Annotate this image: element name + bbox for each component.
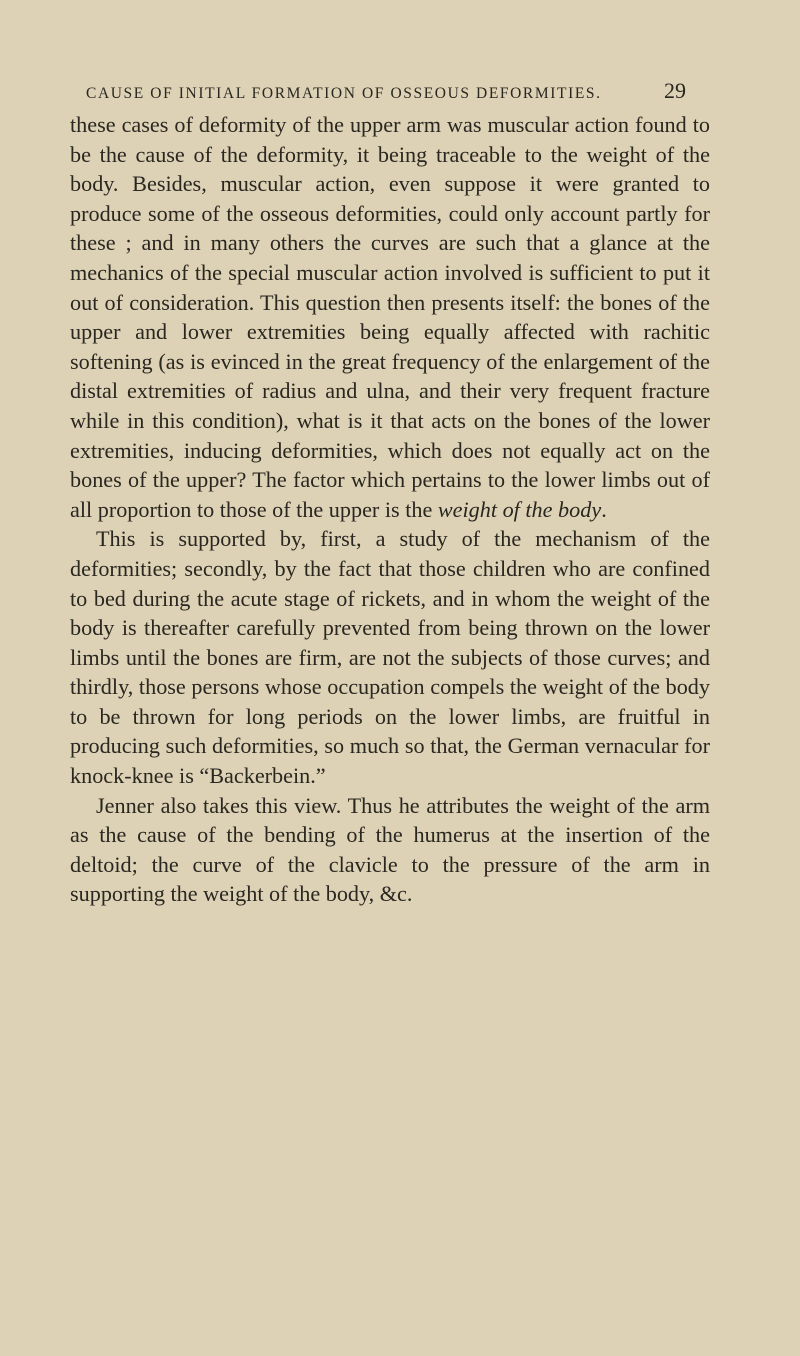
running-header [86,78,686,104]
paragraph-3: Jenner also takes this view. Thus he attributes the weight of the arm as the cause of the bending of the humerus at the insertion of the deltoid; the curve of the clavicle to the pressure of the arm in supporting the weight of the body, &c. [70,792,710,907]
paragraph-1-end: . [601,496,607,522]
paragraph-1-emphasis: weight of the body [437,496,602,522]
page-number: 29 [664,78,686,103]
body-text [70,110,710,909]
paragraph-1-text: these cases of deformity of the upper arm was muscular action found to be the cause of the deformity, it being traceable to the weight of the body. Besides, muscular action, even suppose it were granted to produce some of the osseous deformities, could only account partly for these ; and in many others the curves are such that a glance at the mechanics of the special muscular action involved is sufficient to put it out of consideration. This question then presents itself: the bones of the upper and lower extremities being equally affected with rachitic softening (as is evinced in the great frequency of the enlargement of the distal extremities of radius and ulna, and their very frequent fracture while in this condition), what is it that acts on the bones of the lower extremities, inducing deformities, which does not equally act on the bones of the upper? The factor which pertains to the lower limbs out of all proportion to those of the upper is the [70,112,710,522]
paragraph-2: This is supported by, first, a study of the mechanism of the deformities; secondly, by the fact that those children who are confined to bed during the acute stage of rickets, and in whom the weight of the body is thereafter carefully prevented from being thrown on the lower limbs until the bones are firm, are not the subjects of those curves; and thirdly, those persons whose occupation compels the weight of the body to be thrown for long periods on the lower limbs, are fruitful in producing such deformities, so much so that, the German vernacular for knock-knee is “Backerbein.” [70,526,710,789]
running-title: CAUSE OF INITIAL FORMATION OF OSSEOUS DEFORMITIES. [86,85,602,102]
paragraph-1 [70,110,710,524]
